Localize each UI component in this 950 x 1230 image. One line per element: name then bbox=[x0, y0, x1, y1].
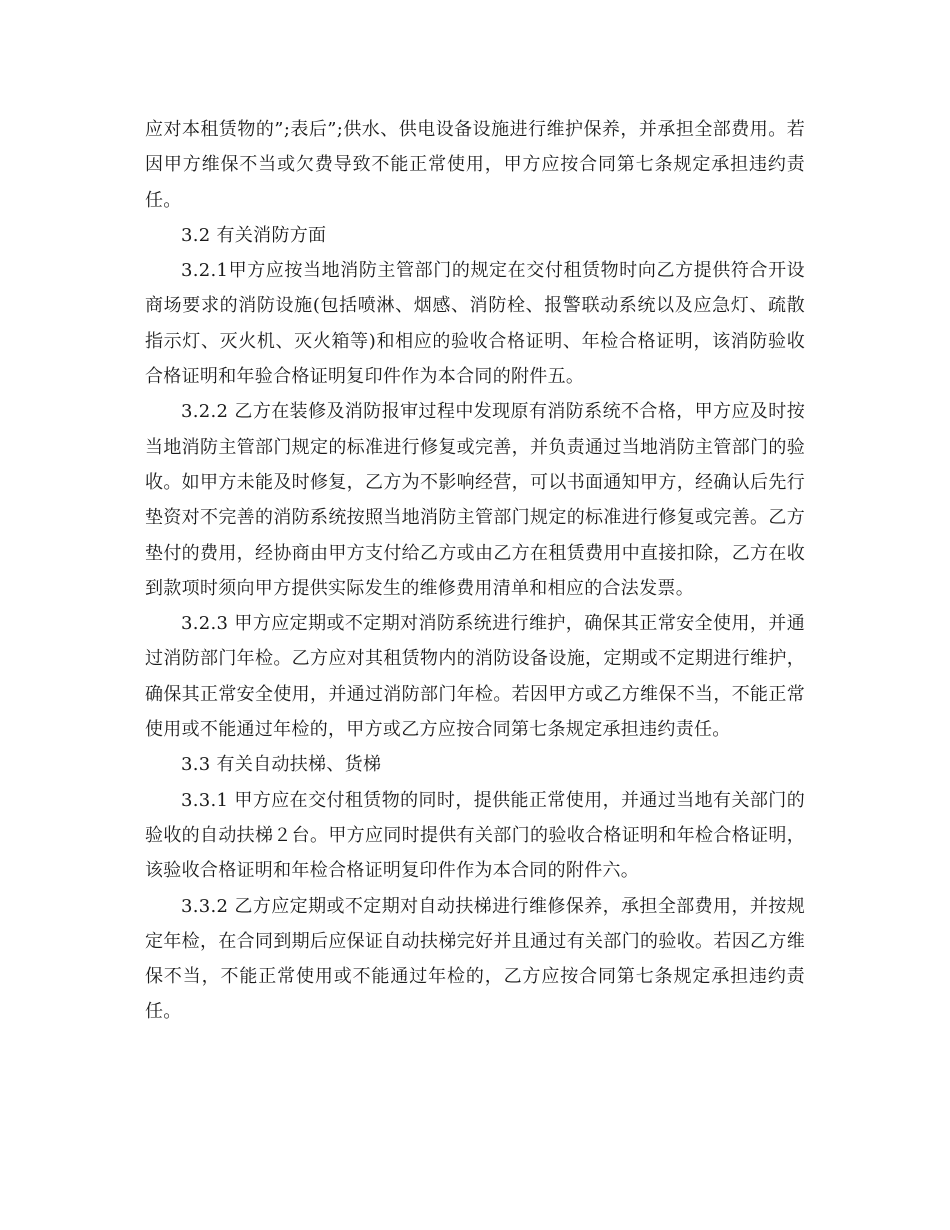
clause-3-3-2: 3.3.2 乙方应定期或不定期对自动扶梯进行维修保养，承担全部费用，并按规定年检，在合同到期后应保证自动扶梯完好并且通过有关部门的验收。若因乙方维保不当，不能正常使用或不能通过年检的，乙方应按合同第七条规定承担违约责任。 bbox=[145, 895, 805, 1023]
document-page bbox=[145, 112, 805, 1030]
section-heading-3-3: 3.3 有关自动扶梯、货梯 bbox=[181, 754, 382, 776]
paragraph-continuation: 应对本租赁物的”;表后”;供水、供电设备设施进行维护保养，并承担全部费用。若因甲方维保不当或欠费导致不能正常使用，甲方应按合同第七条规定承担违约责任。 bbox=[145, 119, 805, 211]
clause-3-3-1: 3.3.1 甲方应在交付租赁物的同时，提供能正常使用，并通过当地有关部门的验收的自动扶梯２台。甲方应同时提供有关部门的验收合格证明和年检合格证明，该验收合格证明和年检合格证明复印件作为本合同的附件六。 bbox=[145, 789, 805, 882]
clause-3-2-2: 3.2.2 乙方在装修及消防报审过程中发现原有消防系统不合格，甲方应及时按当地消防主管部门规定的标准进行修复或完善，并负责通过当地消防主管部门的验收。如甲方未能及时修复，乙方为不影响经营，可以书面通知甲方，经确认后先行垫资对不完善的消防系统按照当地消防主管部门规定的标准进行修复或完善。乙方垫付的费用，经协商由甲方支付给乙方或由乙方在租赁费用中直接扣除，乙方在收到款项时须向甲方提供实际发生的维修费用清单和相应的合法发票。 bbox=[145, 401, 805, 599]
clause-3-2-1: 3.2.1甲方应按当地消防主管部门的规定在交付租赁物时向乙方提供符合开设商场要求的消防设施(包括喷淋、烟感、消防栓、报警联动系统以及应急灯、疏散指示灯、灭火机、灭火箱等)和相应的验收合格证明、年检合格证明，该消防验收合格证明和年验合格证明复印件作为本合同的附件五。 bbox=[145, 260, 805, 388]
clause-3-2-3: 3.2.3 甲方应定期或不定期对消防系统进行维护，确保其正常安全使用，并通过消防部门年检。乙方应对其租赁物内的消防设备设施，定期或不定期进行维护，确保其正常安全使用，并通过消防部门年检。若因甲方或乙方维保不当，不能正常使用或不能通过年检的，甲方或乙方应按合同第七条规定承担违约责任。 bbox=[145, 613, 805, 741]
section-heading-3-2: 3.2 有关消防方面 bbox=[181, 224, 327, 246]
